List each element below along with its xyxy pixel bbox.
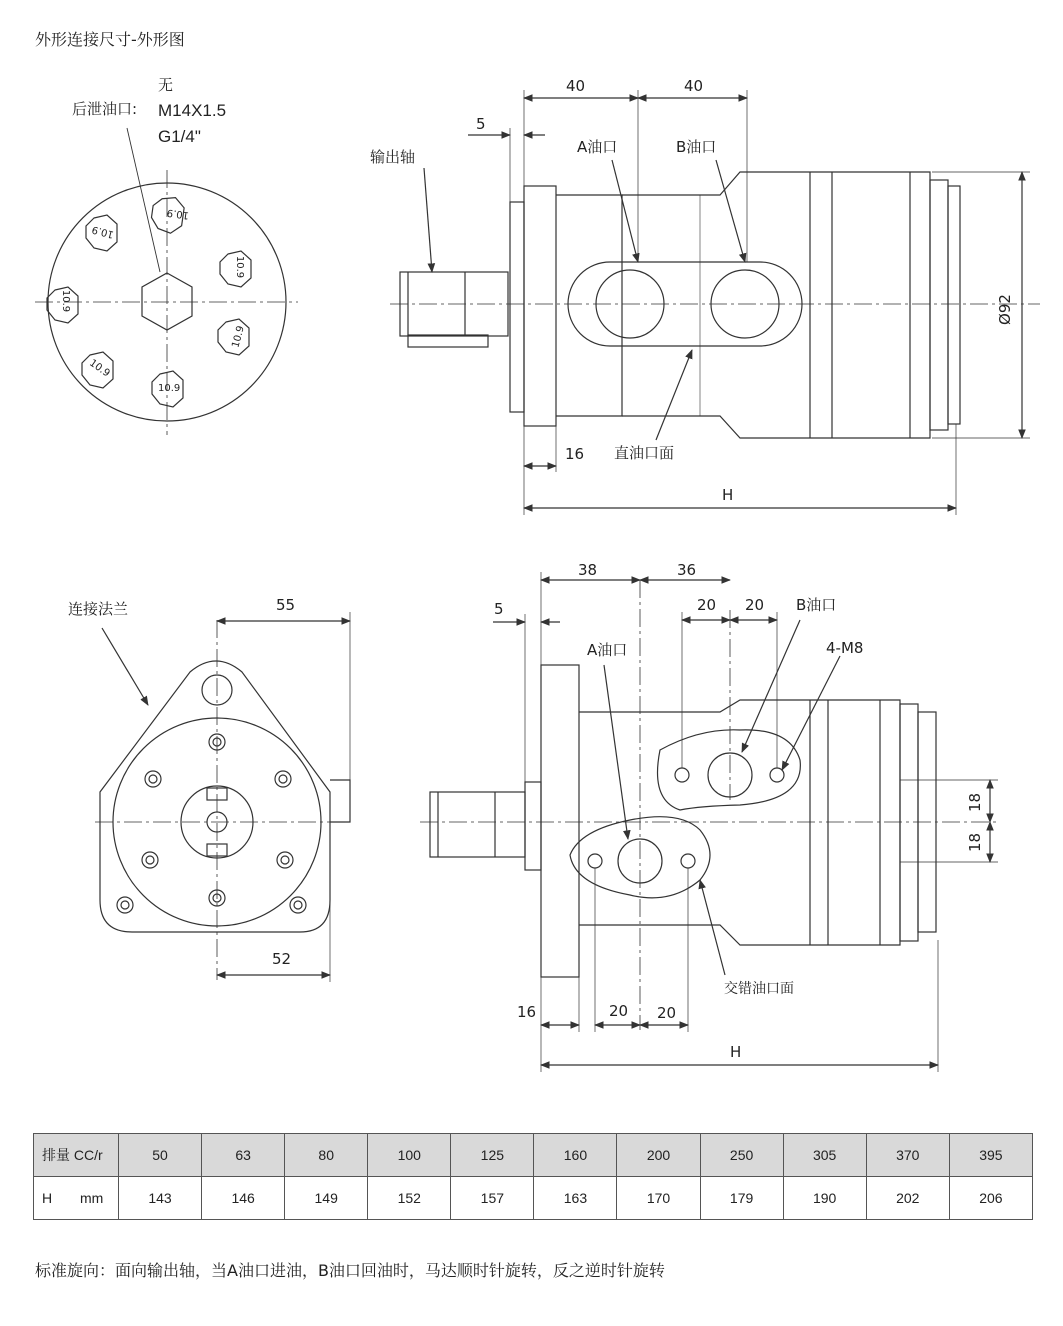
- table-cell: 395: [949, 1134, 1032, 1177]
- port-a-label: A油口: [577, 138, 618, 156]
- bolt-mark-6: 10.9: [60, 289, 72, 313]
- table-cell: 250: [700, 1134, 783, 1177]
- table-header-row: [34, 1134, 1033, 1177]
- table-cell: 305: [783, 1134, 866, 1177]
- table-cell: 206: [949, 1177, 1032, 1220]
- table-cell: 80: [285, 1134, 368, 1177]
- bolt-mark-7: 10.9: [90, 223, 116, 240]
- dim-18-b: 18: [966, 832, 985, 853]
- dim-38: 38: [578, 561, 598, 579]
- table-cell: 63: [202, 1134, 285, 1177]
- dim-20-a: 20: [697, 596, 717, 614]
- dim-5-b: 5: [494, 600, 504, 618]
- table-cell: 202: [866, 1177, 949, 1220]
- table-cell: 157: [451, 1177, 534, 1220]
- shaft-label: 输出轴: [370, 148, 416, 166]
- bolt-mark-1: 10.9: [166, 206, 190, 221]
- port-b-label-2: B油口: [796, 596, 837, 614]
- table-cell: 100: [368, 1134, 451, 1177]
- dim-dia-92: Ø92: [995, 294, 1014, 325]
- table-cell: 200: [617, 1134, 700, 1177]
- drain-option-g14: G1/4": [158, 127, 201, 146]
- straight-port-face-label: 直油口面: [614, 444, 675, 462]
- table-cell: 143: [119, 1177, 202, 1220]
- thread-label: 4-M8: [826, 639, 864, 657]
- port-b-label: B油口: [676, 138, 717, 156]
- drain-option-m14: M14X1.5: [158, 101, 227, 120]
- bolt-mark-4: 10.9: [158, 383, 181, 394]
- dim-5: 5: [476, 115, 486, 133]
- table-cell: 163: [534, 1177, 617, 1220]
- dim-52: 52: [272, 950, 292, 968]
- flange-front-view: [95, 612, 350, 982]
- rotation-note: 标准旋向：面向输出轴，当A油口进油，B油口回油时，马达顺时针旋转，反之逆时针旋转: [35, 1261, 665, 1280]
- table-row: [34, 1177, 1033, 1220]
- dim-20-d: 20: [657, 1004, 677, 1022]
- bolt-mark-5: 10.9: [87, 357, 112, 380]
- table-header-label: 排量 CC/r: [34, 1134, 119, 1177]
- dim-40-a: 40: [566, 77, 586, 95]
- table-cell: 50: [119, 1134, 202, 1177]
- table-cell: 152: [368, 1177, 451, 1220]
- spec-table: [33, 1133, 1033, 1220]
- table-cell: 190: [783, 1177, 866, 1220]
- table-cell: 146: [202, 1177, 285, 1220]
- dim-H-b: H: [730, 1043, 742, 1061]
- dim-16-b: 16: [517, 1003, 537, 1021]
- dim-40-b: 40: [684, 77, 704, 95]
- dim-16: 16: [565, 445, 585, 463]
- table-cell: 125: [451, 1134, 534, 1177]
- dim-18-a: 18: [966, 792, 985, 813]
- table-row-label: [34, 1177, 119, 1220]
- dim-20-c: 20: [609, 1002, 629, 1020]
- table-cell: 160: [534, 1134, 617, 1177]
- dim-20-b: 20: [745, 596, 765, 614]
- bolt-mark-2: 10.9: [234, 255, 246, 279]
- row-label-unit: mm: [80, 1190, 104, 1206]
- bolt-mark-3: 10.9: [230, 324, 247, 350]
- flange-label: 连接法兰: [68, 600, 129, 618]
- table-cell: 179: [700, 1177, 783, 1220]
- side-view-staggered-ports: [420, 572, 1000, 1072]
- table-cell: 170: [617, 1177, 700, 1220]
- row-label-H: H: [42, 1190, 53, 1206]
- page-title: 外形连接尺寸-外形图: [35, 30, 185, 49]
- drain-label: 后泄油口:: [72, 100, 138, 118]
- port-a-label-2: A油口: [587, 641, 628, 659]
- staggered-port-face-label: 交错油口面: [724, 981, 794, 997]
- table-cell: 149: [285, 1177, 368, 1220]
- table-cell: 370: [866, 1134, 949, 1177]
- dim-36: 36: [677, 561, 697, 579]
- dim-H: H: [722, 486, 734, 504]
- drain-option-none: 无: [158, 76, 174, 94]
- dim-55: 55: [276, 596, 296, 614]
